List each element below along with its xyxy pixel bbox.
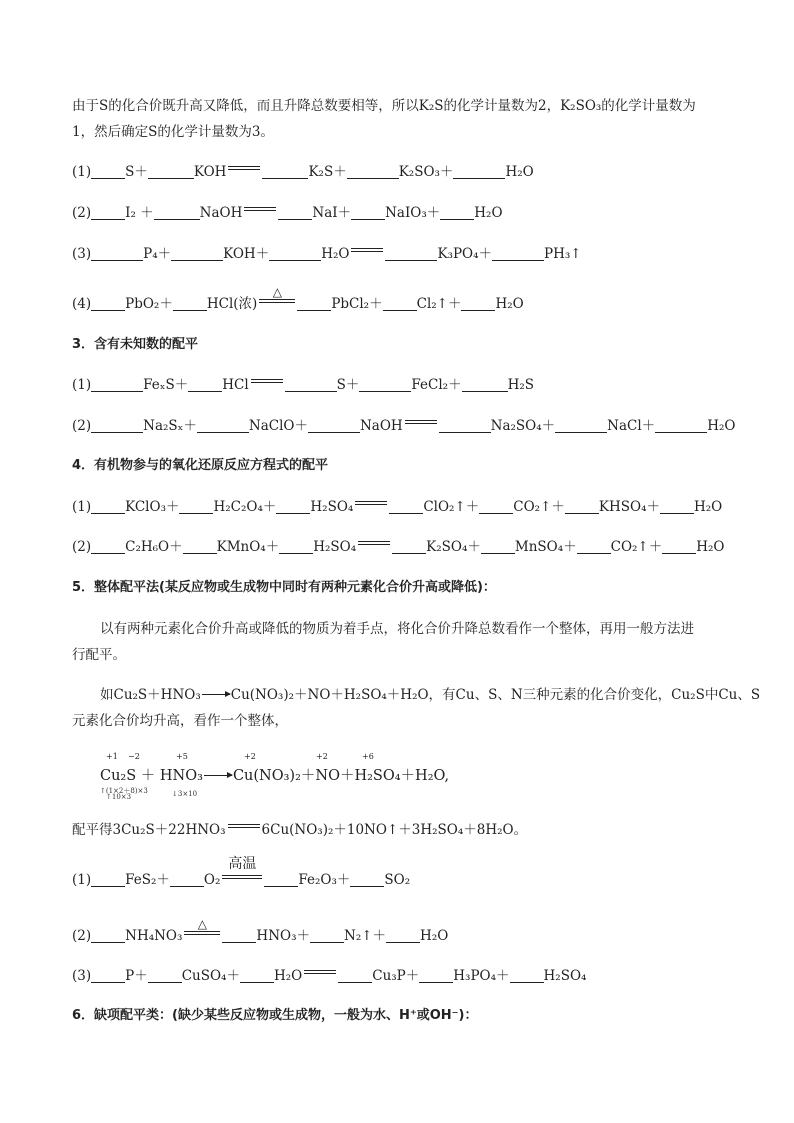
blank[interactable] [278, 204, 312, 220]
formula-products: Cu(NO₃)₂＋NO＋H₂SO₄＋H₂O, [232, 768, 450, 784]
section-4-heading: 4．有机物参与的氧化还原反应方程式的配平 [72, 458, 329, 473]
section-5-heading: 5．整体配平法(某反应物或生成物中同时有两种元素化合价升高或降低)： [72, 580, 496, 595]
formula-reactants: Cu₂S ＋ HNO₃ [100, 768, 203, 784]
oxidation-state: +1 [106, 752, 118, 761]
blank[interactable] [171, 245, 223, 261]
blank[interactable] [91, 163, 125, 179]
intro-line-1: 由于S的化合价既升高又降低，而且升降总数要相等，所以K₂S的化学计量数为2，K₂SO₃的化学计量数为 [72, 98, 696, 114]
blank[interactable] [440, 204, 474, 220]
blank[interactable] [91, 204, 125, 220]
blank[interactable] [419, 967, 453, 983]
blank[interactable] [481, 538, 515, 554]
blank[interactable] [240, 967, 274, 983]
equation-t1: (1) FeS₂＋ O₂ 高温 Fe₂O₃＋ SO₂ [72, 856, 411, 888]
equals-sign [251, 376, 283, 388]
heat-condition-sign: △ [259, 294, 295, 308]
heat-condition-sign: △ [184, 926, 220, 940]
blank[interactable] [308, 417, 360, 433]
reaction-arrow [204, 775, 232, 776]
blank[interactable] [338, 967, 372, 983]
oxidation-state: +6 [362, 752, 374, 761]
blank[interactable] [385, 245, 437, 261]
oxidation-state: +5 [176, 752, 188, 761]
equals-sign [304, 967, 336, 979]
blank[interactable] [91, 376, 143, 392]
blank[interactable] [91, 295, 125, 311]
blank[interactable] [359, 376, 411, 392]
equals-sign [228, 821, 260, 833]
blank[interactable] [285, 376, 337, 392]
equals-sign [358, 538, 390, 550]
oxidation-state-formula [100, 752, 460, 800]
equation-p4: (4) PbO₂＋ HCl(浓) △ PbCl₂＋ Cl₂↑＋ H₂O [72, 285, 524, 312]
blank[interactable] [91, 871, 125, 887]
blank[interactable] [197, 417, 249, 433]
high-temperature-condition-sign: 高温 [222, 870, 262, 884]
reaction-arrow [202, 694, 230, 695]
electron-transfer-note: ↑10×3 [106, 793, 132, 801]
blank[interactable] [91, 538, 125, 554]
blank[interactable] [310, 927, 344, 943]
blank[interactable] [350, 871, 384, 887]
blank[interactable] [179, 498, 213, 514]
equation-t3: (3) P＋ CuSO₄＋ H₂O Cu₃P＋ H₃PO₄＋ H₂SO₄ [72, 968, 587, 984]
equation-q1: (1) FeₓS＋ HCl S＋ FeCl₂＋ H₂S [72, 377, 535, 393]
blank[interactable] [154, 204, 200, 220]
equals-sign [351, 245, 383, 257]
blank[interactable] [91, 498, 125, 514]
equation-p3: (3) P₄＋ KOH＋ H₂O K₃PO₄＋ PH₃↑ [72, 246, 582, 262]
blank[interactable] [461, 295, 495, 311]
equation-r2: (2) C₂H₆O＋ KMnO₄＋ H₂SO₄ K₂SO₄＋ MnSO₄＋ CO₂↑＋ H₂O [72, 539, 725, 555]
blank[interactable] [389, 498, 423, 514]
blank[interactable] [269, 245, 321, 261]
blank[interactable] [170, 871, 204, 887]
blank[interactable] [91, 967, 125, 983]
oxidation-state: −2 [128, 752, 140, 761]
equals-sign [405, 417, 437, 429]
equation-p1: (1) S＋ KOH K₂S＋ K₂SO₃＋ H₂O [72, 164, 534, 180]
blank[interactable] [386, 927, 420, 943]
equals-sign [244, 204, 276, 216]
blank[interactable] [383, 295, 417, 311]
equation-q2: (2) Na₂Sₓ＋ NaClO＋ NaOH Na₂SO₄＋ NaCl＋ H₂O [72, 418, 736, 434]
blank[interactable] [91, 417, 143, 433]
blank[interactable] [188, 376, 222, 392]
blank[interactable] [173, 295, 207, 311]
electron-transfer-note: ↓3×10 [172, 790, 198, 798]
example-line-2: 元素化合价均升高，看作一个整体， [72, 713, 288, 729]
blank[interactable] [351, 204, 385, 220]
blank[interactable] [462, 376, 508, 392]
blank[interactable] [555, 417, 607, 433]
blank[interactable] [492, 245, 544, 261]
blank[interactable] [660, 498, 694, 514]
section-5-text-2: 行配平。 [72, 647, 126, 663]
blank[interactable] [392, 538, 426, 554]
blank[interactable] [565, 498, 599, 514]
oxidation-state: +2 [316, 752, 328, 761]
blank[interactable] [662, 538, 696, 554]
blank[interactable] [276, 498, 310, 514]
equation-r1: (1) KClO₃＋ H₂C₂O₄＋ H₂SO₄ ClO₂↑＋ CO₂↑＋ KHSO₄＋ H₂O [72, 499, 723, 515]
blank[interactable] [262, 163, 308, 179]
blank[interactable] [655, 417, 707, 433]
blank[interactable] [148, 163, 194, 179]
electron-transfer-note: ↑(1×2＋8)×3 [100, 787, 148, 795]
blank[interactable] [264, 871, 298, 887]
blank[interactable] [91, 927, 125, 943]
section-6-heading: 6．缺项配平类：(缺少某些反应物或生成物，一般为水、H⁺或OH⁻)： [72, 1008, 478, 1023]
section-3-heading: 3．含有未知数的配平 [72, 337, 199, 352]
blank[interactable] [183, 538, 217, 554]
blank[interactable] [439, 417, 491, 433]
result-line: 配平得3Cu₂S＋22HNO₃ 6Cu(NO₃)₂＋10NO↑＋3H₂SO₄＋8H₂O。 [72, 822, 528, 838]
equals-sign [228, 163, 260, 175]
blank[interactable] [148, 967, 182, 983]
oxidation-state: +2 [244, 752, 256, 761]
blank[interactable] [479, 498, 513, 514]
blank[interactable] [510, 967, 544, 983]
blank[interactable] [279, 538, 313, 554]
example-line-1: 如Cu₂S＋HNO₃ Cu(NO₃)₂＋NO＋H₂SO₄＋H₂O，有Cu、S、N三种元素的化合价变化，Cu₂S中Cu、S [100, 687, 761, 703]
blank[interactable] [453, 163, 505, 179]
equals-sign [355, 498, 387, 510]
equation-t2: (2) NH₄NO₃ △ HNO₃＋ N₂↑＋ H₂O [72, 917, 449, 944]
blank[interactable] [577, 538, 611, 554]
equation-p2: (2) I₂ ＋ NaOH NaI＋ NaIO₃＋ H₂O [72, 205, 503, 221]
blank[interactable] [347, 163, 399, 179]
blank[interactable] [297, 295, 331, 311]
blank[interactable] [222, 927, 256, 943]
intro-line-2: 1，然后确定S的化学计量数为3。 [72, 124, 274, 140]
section-5-text-1: 以有两种元素化合价升高或降低的物质为着手点，将化合价升降总数看作一个整体，再用一般方法进 [100, 621, 694, 637]
blank[interactable] [91, 245, 143, 261]
